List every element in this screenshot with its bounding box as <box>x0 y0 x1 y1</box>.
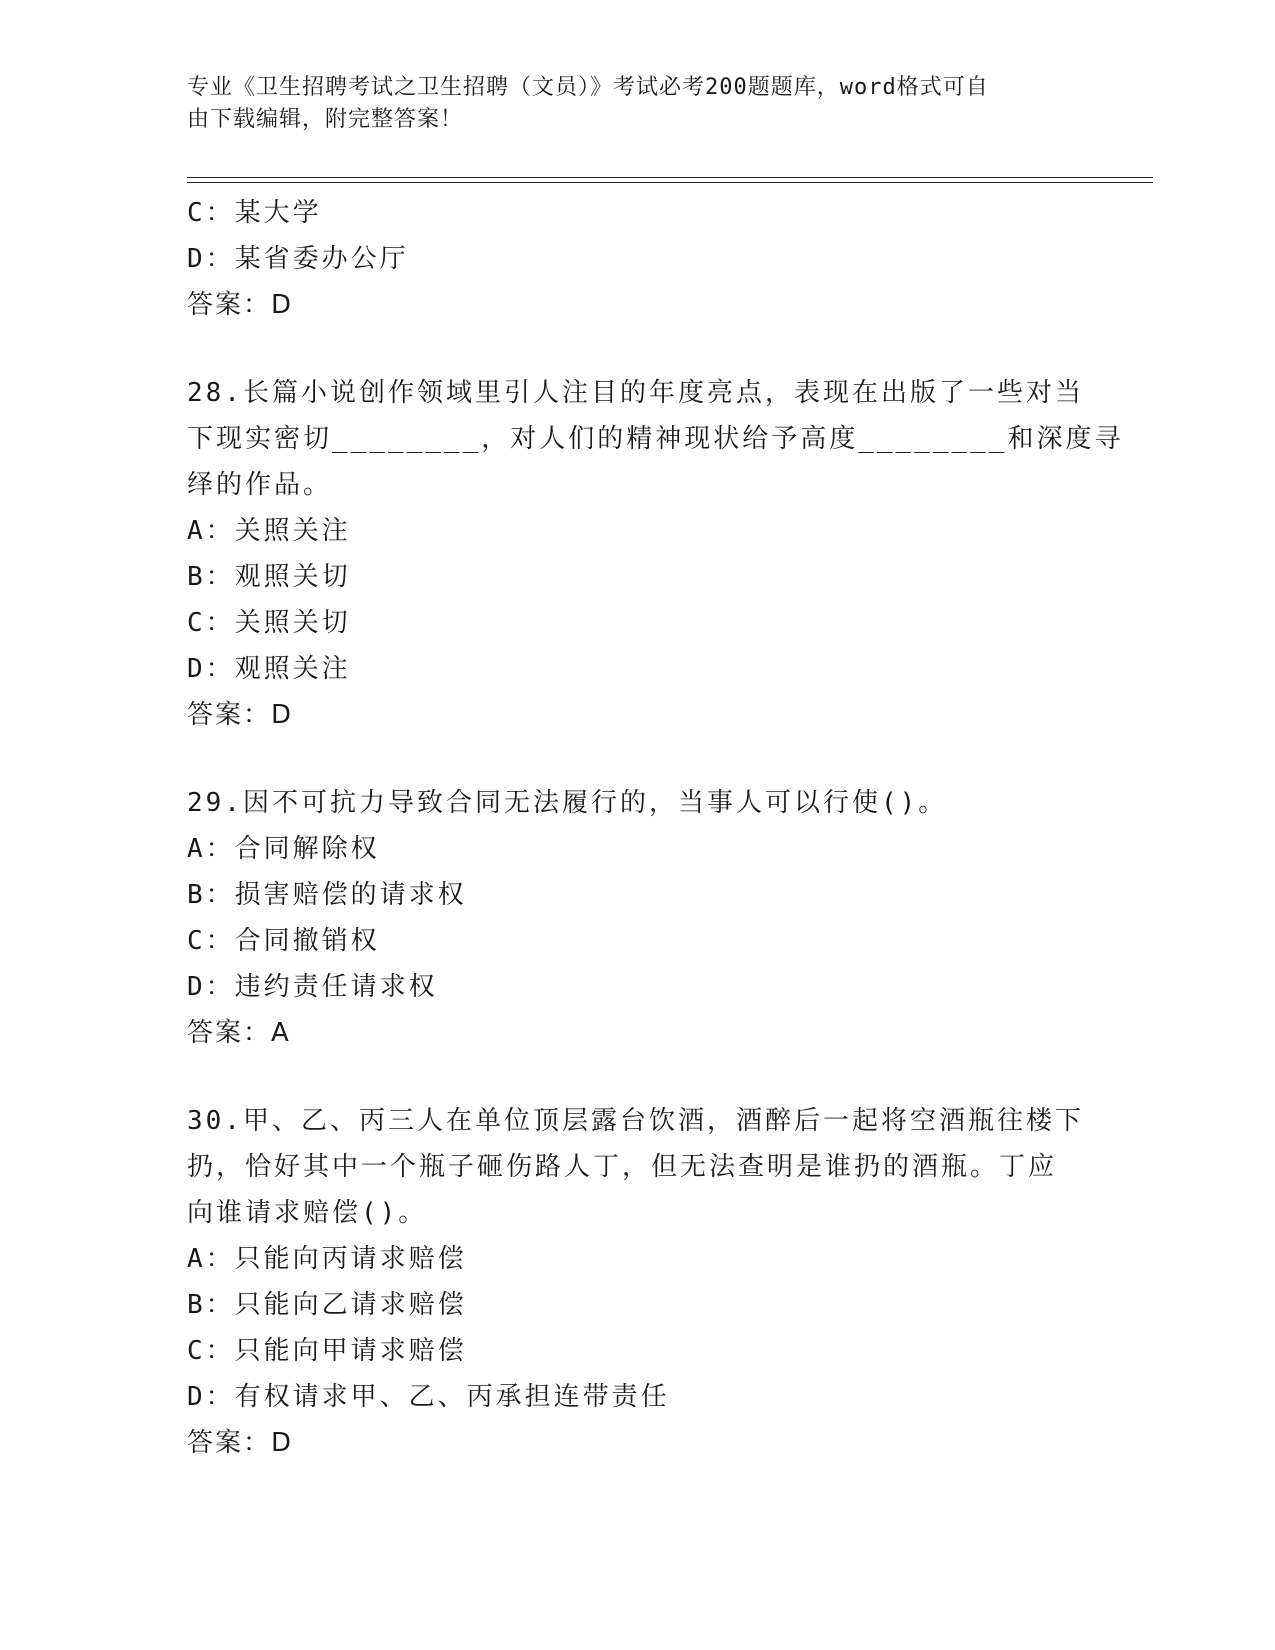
answer-line: 答案：D <box>187 700 294 730</box>
answer-line: 答案：A <box>187 1018 291 1048</box>
option-d: D：观照关注 <box>187 654 351 684</box>
option-c: C：关照关切 <box>187 608 351 638</box>
question-stem-line: 向谁请求赔偿()。 <box>187 1198 428 1228</box>
question-stem-line: 绎的作品。 <box>187 470 333 500</box>
header-title-line2: 由下载编辑，附完整答案！ <box>187 107 464 132</box>
option-c: C：只能向甲请求赔偿 <box>187 1336 467 1366</box>
question-block-28 <box>187 370 1124 738</box>
question-stem-line: 29.因不可抗力导致合同无法履行的，当事人可以行使()。 <box>187 788 948 818</box>
header-title-line1: 专业《卫生招聘考试之卫生招聘（文员）》考试必考200题题库，word格式可自 <box>187 75 989 100</box>
option-d: D：某省委办公厅 <box>187 244 409 274</box>
header-rule-bottom <box>187 182 1153 183</box>
option-d: D：违约责任请求权 <box>187 972 438 1002</box>
header-rule-top <box>187 177 1153 178</box>
option-c: C：合同撤销权 <box>187 926 380 956</box>
option-c: C：某大学 <box>187 198 322 228</box>
question-stem-line: 下现实密切________，对人们的精神现状给予高度________和深度寻 <box>187 424 1124 454</box>
option-b: B：只能向乙请求赔偿 <box>187 1290 467 1320</box>
answer-line: 答案：D <box>187 290 294 320</box>
option-a: A：合同解除权 <box>187 834 380 864</box>
option-a: A：只能向丙请求赔偿 <box>187 1244 467 1274</box>
question-block-30 <box>187 1098 1087 1466</box>
option-a: A：关照关注 <box>187 516 351 546</box>
question-stem-line: 28.长篇小说创作领域里引人注目的年度亮点，表现在出版了一些对当 <box>187 378 1084 408</box>
option-d: D：有权请求甲、乙、丙承担连带责任 <box>187 1382 670 1412</box>
question-block-29 <box>187 780 1087 1056</box>
question-stem-line: 30.甲、乙、丙三人在单位顶层露台饮酒，酒醉后一起将空酒瓶往楼下 <box>187 1106 1084 1136</box>
document-header <box>187 72 1067 136</box>
question-list <box>187 190 1124 1466</box>
answer-line: 答案：D <box>187 1428 294 1458</box>
option-b: B：观照关切 <box>187 562 351 592</box>
question-block-27 <box>187 190 1087 328</box>
option-b: B：损害赔偿的请求权 <box>187 880 467 910</box>
question-stem-line: 扔，恰好其中一个瓶子砸伤路人丁，但无法查明是谁扔的酒瓶。丁应 <box>187 1152 1058 1182</box>
